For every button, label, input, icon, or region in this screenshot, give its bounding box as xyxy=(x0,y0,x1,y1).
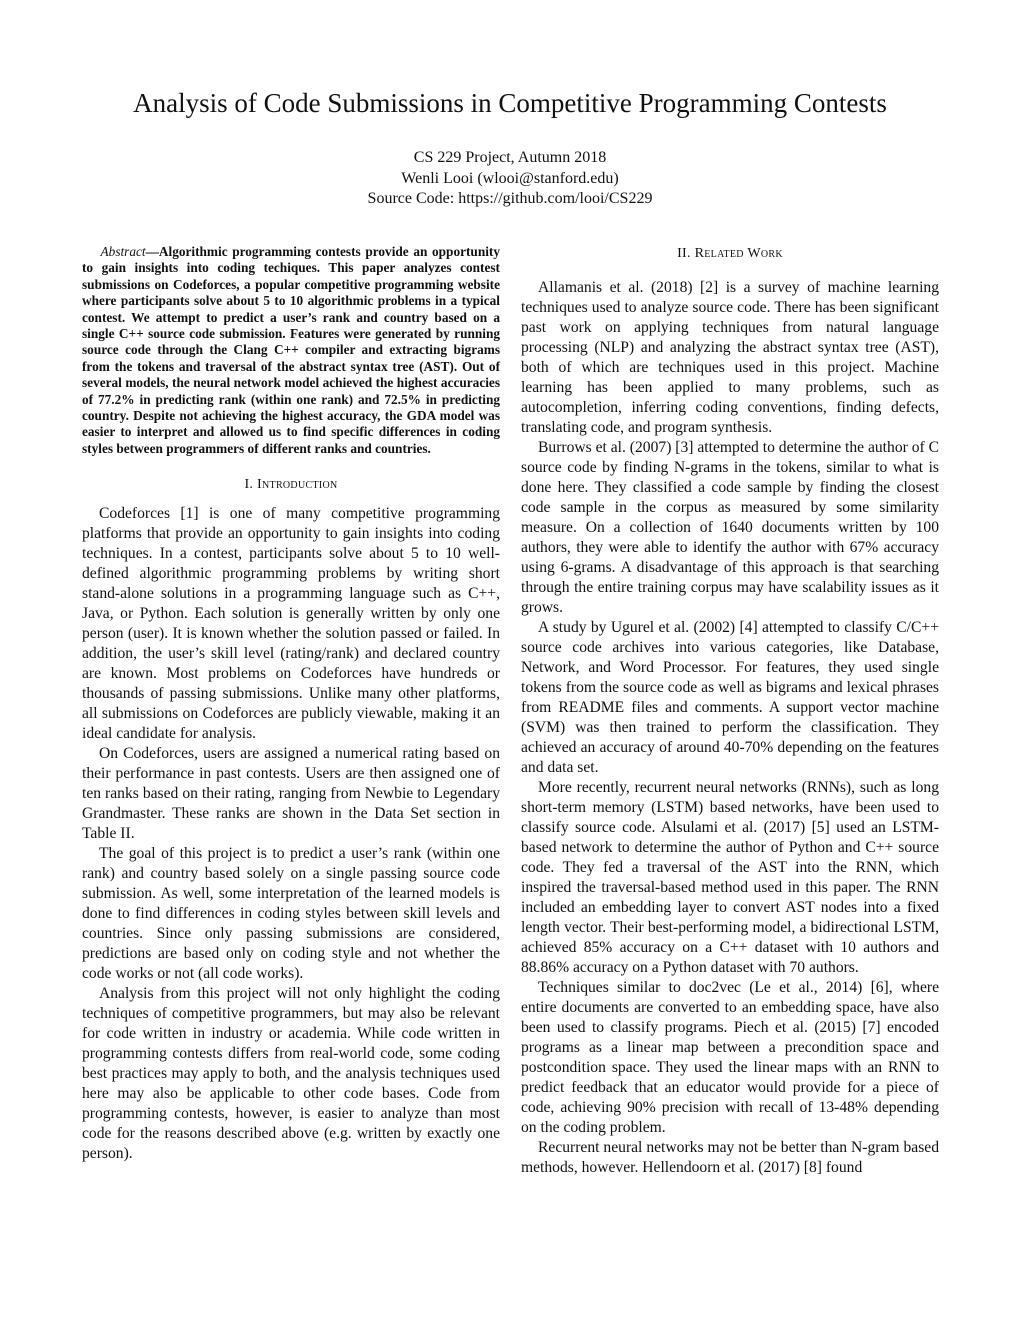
section-number: II. xyxy=(677,246,691,261)
left-column xyxy=(82,244,500,1164)
abstract-dash: — xyxy=(145,244,159,259)
author-block xyxy=(0,148,1020,210)
related-work-paragraph: Recurrent neural networks may not be better than N-gram based methods, however. Hellendoorn et al. (2017) [8] found xyxy=(521,1139,939,1176)
related-work-paragraph: More recently, recurrent neural networks (RNNs), such as long short-term memory (LSTM) based networks, have been used to classify source code. Alsulami et al. (2017) [5] used an LSTM-based network to determine the author of Python and C++ source code. They fed a traversal of the AST into the RNN, which inspired the traversal-based method used in this paper. The RNN included an embedding layer to convert AST nodes into a fixed length vector. Their best-performing model, a bidirectional LSTM, achieved 85% accuracy on a C++ dataset with 10 authors and 88.86% accuracy on a Python dataset with 70 authors. xyxy=(521,779,939,976)
source-code-line: Source Code: https://github.com/looi/CS229 xyxy=(367,190,653,207)
related-work-paragraph: Allamanis et al. (2018) [2] is a survey of machine learning techniques used to analyze source code. There has been significant past work on applying techniques from natural language processing (NLP) and analyzing the abstract syntax tree (AST), both of which are techniques used in this project. Machine learning has been applied to many problems, such as autocompletion, inferring coding conventions, finding defects, translating code, and program synthesis. xyxy=(521,279,939,436)
section-title: Related Work xyxy=(694,246,783,261)
related-work-paragraph: A study by Ugurel et al. (2002) [4] attempted to classify C/C++ source code archives into various categories, like Database, Network, and Word Processor. For features, they used single tokens from the source code as well as bigrams and lexical phrases from README files and comments. A support vector machine (SVM) was then trained to perform the classification. They achieved an accuracy of around 40-70% depending on the features and data set. xyxy=(521,619,939,776)
course-line: CS 229 Project, Autumn 2018 xyxy=(413,149,607,166)
intro-paragraph: Codeforces [1] is one of many competitive programming platforms that provide an opportunity to gain insights into coding techniques. In a contest, participants solve about 5 to 10 well-defined algorithmic programming problems by writing short stand-alone solutions in a programming language such as C++, Java, or Python. Each solution is generally written by only one person (user). It is known whether the solution passed or failed. In addition, the user’s skill level (rating/rank) and declared country are known. Most problems on Codeforces have hundreds or thousands of passing submissions. Unlike many other platforms, all submissions on Codeforces are publicly viewable, making it an ideal candidate for analysis. xyxy=(82,505,500,743)
intro-paragraph: The goal of this project is to predict a user’s rank (within one rank) and country based solely on a single passing source code submission. As well, some interpretation of the learned models is done to find differences in coding styles between skill levels and countries. Since only passing submissions are considered, predictions are based only on coding style and not whether the code works or not (all code works). xyxy=(82,845,500,983)
abstract-label: Abstract xyxy=(100,244,146,259)
section-heading-introduction xyxy=(82,475,500,495)
intro-paragraph: On Codeforces, users are assigned a numerical rating based on their performance in past contests. Users are then assigned one of ten ranks based on their rating, ranging from Newbie to Legendary Grandmaster. These ranks are shown in the Data Set section in Table II. xyxy=(82,745,500,843)
section-heading-related-work xyxy=(521,244,939,264)
intro-paragraph: Analysis from this project will not only highlight the coding techniques of competitive programmers, but may also be relevant for code written in industry or academia. While code written in programming contests differs from real-world code, some coding best practices may apply to both, and the analysis techniques used here may also be applicable to other code bases. Code from programming contests, however, is easier to analyze than most code for the reasons described above (e.g. written by exactly one person). xyxy=(82,985,500,1163)
author-line: Wenli Looi (wlooi@stanford.edu) xyxy=(401,169,619,187)
related-work-paragraph: Techniques similar to doc2vec (Le et al., 2014) [6], where entire documents are converted to an embedding space, have also been used to classify programs. Piech et al. (2015) [7] encoded programs as a linear map between a precondition space and postcondition space. They used the linear maps with an RNN to predict feedback that an educator would provide for a piece of code, achieving 90% precision with recall of 13-48% depending on the coding problem. xyxy=(521,979,939,1136)
related-work-paragraph: Burrows et al. (2007) [3] attempted to determine the author of C source code by finding N-grams in the tokens, similar to what is done here. They classified a code sample by finding the closest code sample in the corpus as measured by some similarity measure. On a collection of 1640 documents written by 100 authors, they were able to identify the author with 67% accuracy using 6-grams. A disadvantage of this approach is that searching through the entire training corpus may have scalability issues as it grows. xyxy=(521,439,939,616)
section-number: I. xyxy=(244,477,254,493)
paper-title: Analysis of Code Submissions in Competitive Programming Contests xyxy=(133,88,887,118)
abstract xyxy=(82,244,500,457)
abstract-text: Algorithmic programming contests provide an opportunity to gain insights into coding techiques. This paper analyzes contest submissions on Codeforces, a popular competitive programming website where participants solve about 5 to 10 algorithmic problems in a typical contest. We attempt to predict a user’s rank and country based on a single C++ source code submission. Features were generated by running source code through the Clang C++ compiler and extracting bigrams from the tokens and traversal of the abstract syntax tree (AST). Out of several models, the neural network model achieved the highest accuracies of 77.2% in predicting rank (within one rank) and 72.5% in predicting country. Despite not achieving the highest accuracy, the GDA model was easier to interpret and allowed us to find specific differences in coding styles between programmers of different ranks and countries. xyxy=(82,244,500,456)
section-title: Introduction xyxy=(257,477,338,493)
right-column xyxy=(521,244,939,1178)
